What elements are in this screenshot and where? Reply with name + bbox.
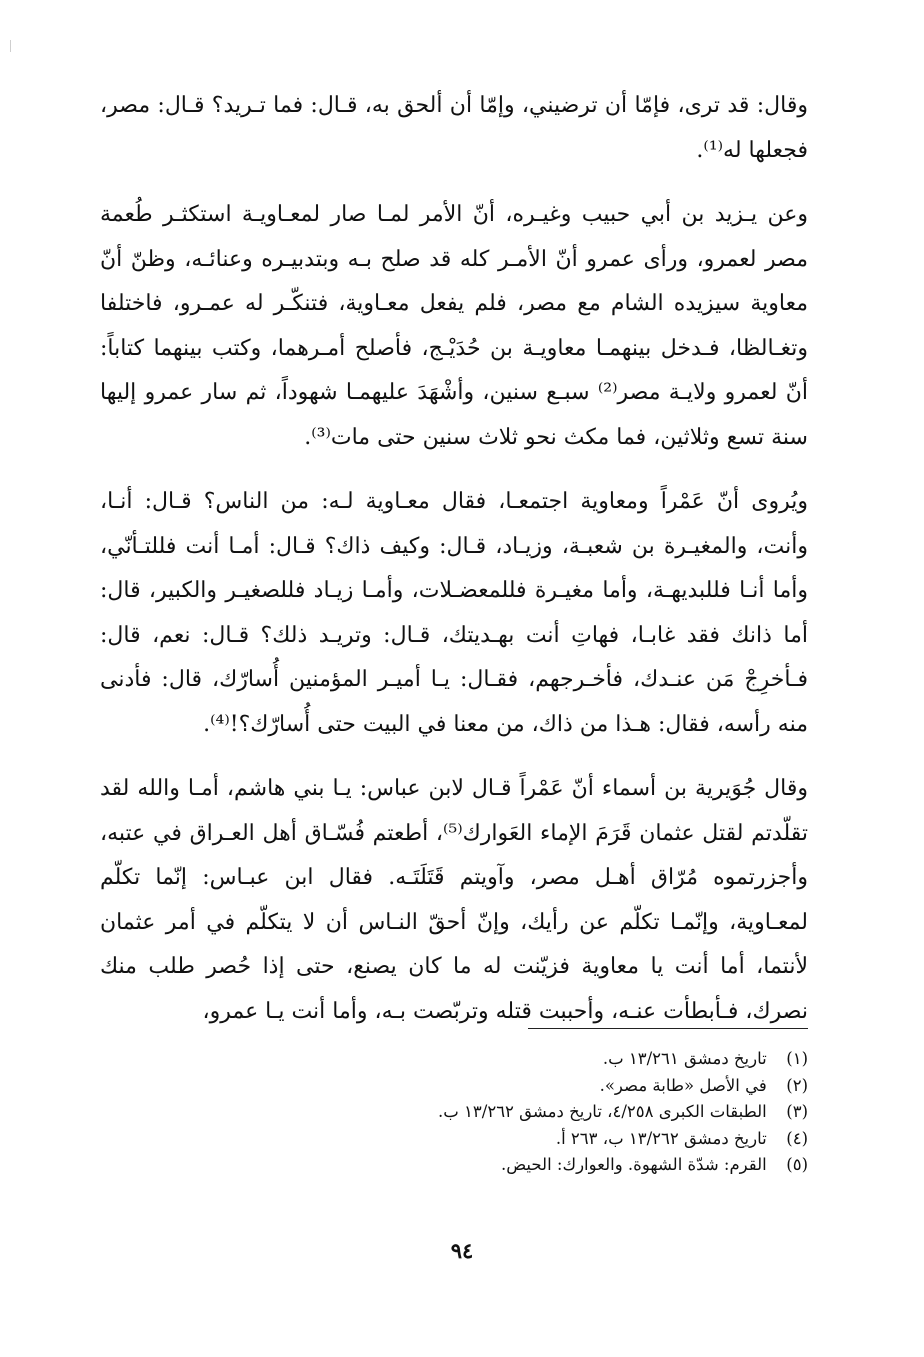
footnote-text: القرم: شدّة الشهوة. والعوارك: الحيض. bbox=[500, 1155, 767, 1174]
page-number: ٩٤ bbox=[450, 1238, 474, 1263]
footnote-text: في الأصل «طابة مصر». bbox=[599, 1075, 767, 1095]
scan-margin-mark bbox=[10, 40, 11, 52]
footnote-number: (٥) bbox=[786, 1155, 808, 1174]
footnote-number: (٤) bbox=[786, 1128, 808, 1148]
footnote-3 bbox=[100, 1099, 808, 1126]
paragraph-3: ويُروى أنّ عَمْراً ومعاوية اجتمعـا، فقال معـاوية لـه: من الناس؟ قـال: أنـا، وأنت، والمغيـرة بن شعبـة، وزيـاد، قـال: وكيف ذاك؟ قـال: أمـا أنت فللتـأنّي، وأما أنـا فللبديهـة، وأما مغيـرة فللمعضـلات، وأمـا زيـاد فللصغيـر والكبير، قال: أما ذانك فقد غابـا، فهاتِ أنت بهـديتك، قـال: وتريـد ذلك؟ قـال: نعم، قال: فـأخرِجْ مَن عنـدك، فأخـرجهم، فقـال: يـا أميـر المؤمنين أُسارّك، قال: فأدنى منه رأسه، فقال: هـذا من ذاك، من معنا في البيت حتى أُسارّك؟!⁽⁴⁾. bbox=[100, 489, 808, 737]
footnote-text: تاريخ دمشق ١٣/٢٦١ ب. bbox=[602, 1049, 767, 1068]
footnote-text: تاريخ دمشق ١٣/٢٦٢ ب، ٢٦٣ أ. bbox=[555, 1128, 767, 1148]
footnote-1 bbox=[100, 1046, 808, 1073]
footnote-text: الطبقات الكبرى ٤/٢٥٨، تاريخ دمشق ١٣/٢٦٢ ب. bbox=[438, 1102, 767, 1121]
paragraph-4: وقال جُوَيرية بن أسماء أنّ عَمْراً قـال لابن عباس: يـا بني هاشم، أمـا والله لقد تقلّدتم لقتل عثمان قَرَمَ الإماء العَوارك⁽⁵⁾، أطعتم فُسّـاق أهل العـراق في عتبه، وأجزرتموه مُرّاق أهـل مصر، وآويتم قَتَلَتَـه. فقال ابن عبـاس: إنّما تكلّم لمعـاوية، وإنّمـا تكلّم عن رأيك، وإنّ أحقّ النـاس أن لا يتكلّم في أمر عثمان لأنتما، أما أنت يا معاوية فزيّنت له ما كان يصنع، حتى إذا حُصر طلب منك نصرك، فـأبطأت عنـه، وأحببت قتله وتربّصت بـه، وأما أنت يـا عمرو، bbox=[100, 776, 809, 1024]
footnote-number: (٣) bbox=[786, 1102, 808, 1121]
footnotes-list bbox=[100, 1046, 808, 1179]
footnote-separator bbox=[528, 1028, 808, 1029]
footnote-5 bbox=[100, 1152, 808, 1179]
footnote-number: (٢) bbox=[786, 1075, 808, 1095]
main-text-block bbox=[100, 84, 808, 1054]
footnote-4 bbox=[100, 1126, 808, 1153]
footnote-number: (١) bbox=[786, 1049, 808, 1068]
paragraph-1: وقال: قد ترى، فإمّا أن ترضيني، وإمّا أن ألحق به، قـال: فما تـريد؟ قـال: مصر، فجعلها له⁽¹⁾. bbox=[100, 93, 808, 163]
footnote-2 bbox=[100, 1073, 808, 1100]
paragraph-2: وعن يـزيد بن أبي حبيب وغيـره، أنّ الأمر لمـا صار لمعـاويـة استكثـر طُعمة مصر لعمرو، ورأى عمرو أنّ الأمـر كله قد صلح بـه وبتدبيـره وعنائـه، وظنّ أنّ معاوية سيزيده الشام مع مصر، فلم يفعل معـاوية، فتنكّـر له عمـرو، فاختلفا وتغـالظا، فـدخل بينهمـا معاويـة بن حُدَيْـج، فأصلح أمـرهما، وكتب بينهما كتاباً: أنّ لعمرو ولايـة مصر⁽²⁾ سبـع سنين، وأشْهَدَ عليهمـا شهوداً، ثم سار عمرو إليها سنة تسع وثلاثين، فما مكث نحو ثلاث سنين حتى مات⁽³⁾. bbox=[100, 202, 808, 450]
